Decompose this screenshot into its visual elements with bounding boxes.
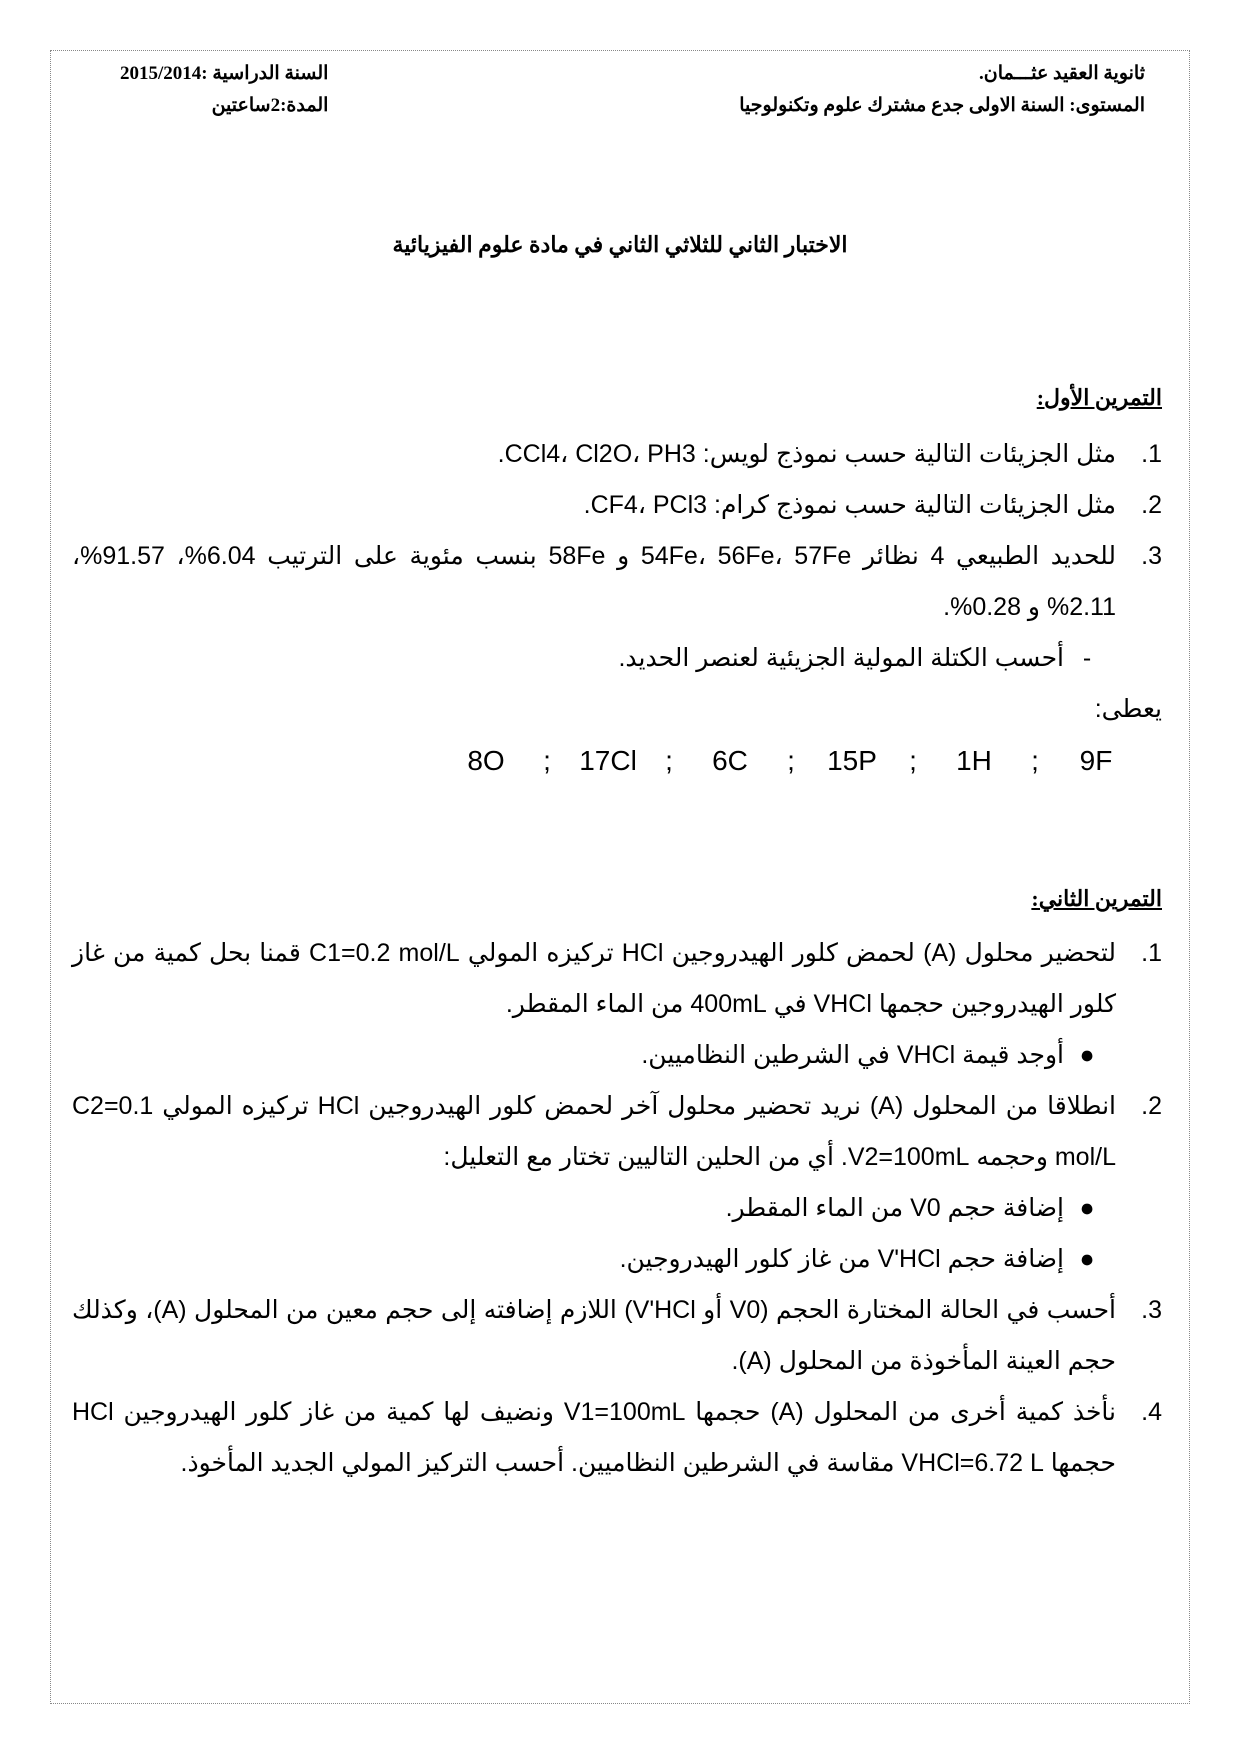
exam-duration: المدة:2ساعتين — [211, 95, 329, 116]
exercise-1-heading: التمرين الأول: — [1036, 385, 1162, 410]
header-right — [739, 58, 1145, 122]
ex2-q2-text: انطلاقا من المحلول (A) نريد تحضير محلول آخر لحمض كلور الهيدروجين HCl تركيزه المولي C2=0.1 mol/L وحجمه V2=100mL. أي من الحلين التاليين تختار مع التعليل: — [72, 1092, 1116, 1171]
ex1-q3-text: للحديد الطبيعي 4 نظائر 54Fe، 56Fe، 57Fe و 58Fe بنسب مئوية على الترتيب 6.04%، 91.57%، 2.11% و 0.28%. — [72, 542, 1117, 621]
ex2-question-3: 3. أحسب في الحالة المختارة الحجم (V0 أو V'HCl) اللازم إضافته إلى حجم معين من المحلول (A)، وكذلك حجم العينة المأخوذة من المحلول (A). — [72, 1285, 1162, 1387]
given-element: 17Cl — [579, 745, 637, 776]
school-name: ثانوية العقيد عثـــمان. — [979, 63, 1145, 84]
level-text: المستوى: السنة الاولى جدع مشترك علوم وتكنولوجيا — [739, 95, 1145, 116]
exam-title: الاختبار الثاني للثلاثي الثاني في مادة علوم الفيزيائية — [392, 232, 848, 257]
ex1-q1-text: مثل الجزيئات التالية حسب نموذج لويس: CCl4، Cl2O، PH3. — [497, 440, 1116, 468]
given-label: يعطى: — [1094, 695, 1162, 723]
given-elements: 8O ; 17Cl ; 6C ; 15P ; 1H ; 9F — [72, 735, 1162, 786]
given-element: 9F — [1079, 745, 1113, 776]
ex1-question-3: 3. للحديد الطبيعي 4 نظائر 54Fe، 56Fe، 57Fe و 58Fe بنسب مئوية على الترتيب 6.04%، 91.57%، 2.11% و 0.28%. — [72, 531, 1162, 633]
school-year: السنة الدراسية :2015/2014 — [120, 63, 329, 84]
ex2-q4-text: نأخذ كمية أخرى من المحلول (A) حجمها V1=100mL ونضيف لها كمية من غاز كلور الهيدروجين HCl حجمها VHCl=6.72 L مقاسة في الشرطين النظاميين. أحسب التركيز المولي الجديد المأخوذ. — [72, 1398, 1116, 1477]
bullet-icon: ● — [1079, 1245, 1095, 1273]
ex2-question-2: 2. انطلاقا من المحلول (A) نريد تحضير محلول آخر لحمض كلور الهيدروجين HCl تركيزه المولي C2=0.1 mol/L وحجمه V2=100mL. أي من الحلين التاليين تختار مع التعليل: — [72, 1081, 1162, 1183]
given-element: 6C — [712, 745, 748, 776]
ex1-q3-sub: - أحسب الكتلة المولية الجزيئية لعنصر الحديد. — [72, 633, 1162, 684]
ex1-question-1: 1. مثل الجزيئات التالية حسب نموذج لويس: CCl4، Cl2O، PH3. — [72, 429, 1162, 480]
given-element: 15P — [827, 745, 877, 776]
ex2-q2-bullet-2: ● إضافة حجم V'HCl من غاز كلور الهيدروجين. — [72, 1234, 1162, 1285]
ex1-q3-sub-text: أحسب الكتلة المولية الجزيئية لعنصر الحديد. — [618, 644, 1064, 672]
given-element: 1H — [956, 745, 992, 776]
exercise-2 — [72, 873, 1162, 1489]
ex2-question-4: 4. نأخذ كمية أخرى من المحلول (A) حجمها V1=100mL ونضيف لها كمية من غاز كلور الهيدروجين HCl حجمها VHCl=6.72 L مقاسة في الشرطين النظاميين. أحسب التركيز المولي الجديد المأخوذ. — [72, 1387, 1162, 1489]
ex2-question-1: 1. لتحضير محلول (A) لحمض كلور الهيدروجين HCl تركيزه المولي C1=0.2 mol/L قمنا بحل كمية من غاز كلور الهيدروجين حجمها VHCl في 400mL من الماء المقطر. — [72, 928, 1162, 1030]
header-left — [120, 58, 328, 122]
bullet-icon: ● — [1079, 1041, 1095, 1069]
ex2-q2-bullet-1: ● إضافة حجم V0 من الماء المقطر. — [72, 1183, 1162, 1234]
ex2-q3-text: أحسب في الحالة المختارة الحجم (V0 أو V'HCl) اللازم إضافته إلى حجم معين من المحلول (A)، وكذلك حجم العينة المأخوذة من المحلول (A). — [72, 1296, 1117, 1375]
given-element: 8O — [467, 745, 505, 776]
bullet-icon: ● — [1079, 1194, 1095, 1222]
ex1-question-2: 2. مثل الجزيئات التالية حسب نموذج كرام: CF4، PCl3. — [72, 480, 1162, 531]
exercise-1 — [72, 372, 1162, 786]
ex1-q2-text: مثل الجزيئات التالية حسب نموذج كرام: CF4، PCl3. — [583, 491, 1116, 519]
ex2-q1-text: لتحضير محلول (A) لحمض كلور الهيدروجين HCl تركيزه المولي C1=0.2 mol/L قمنا بحل كمية من غاز كلور الهيدروجين حجمها VHCl في 400mL من الماء المقطر. — [72, 939, 1116, 1018]
ex2-q1-bullet: ● أوجد قيمة VHCl في الشرطين النظاميين. — [72, 1030, 1162, 1081]
exercise-2-heading: التمرين الثاني: — [1031, 886, 1162, 911]
